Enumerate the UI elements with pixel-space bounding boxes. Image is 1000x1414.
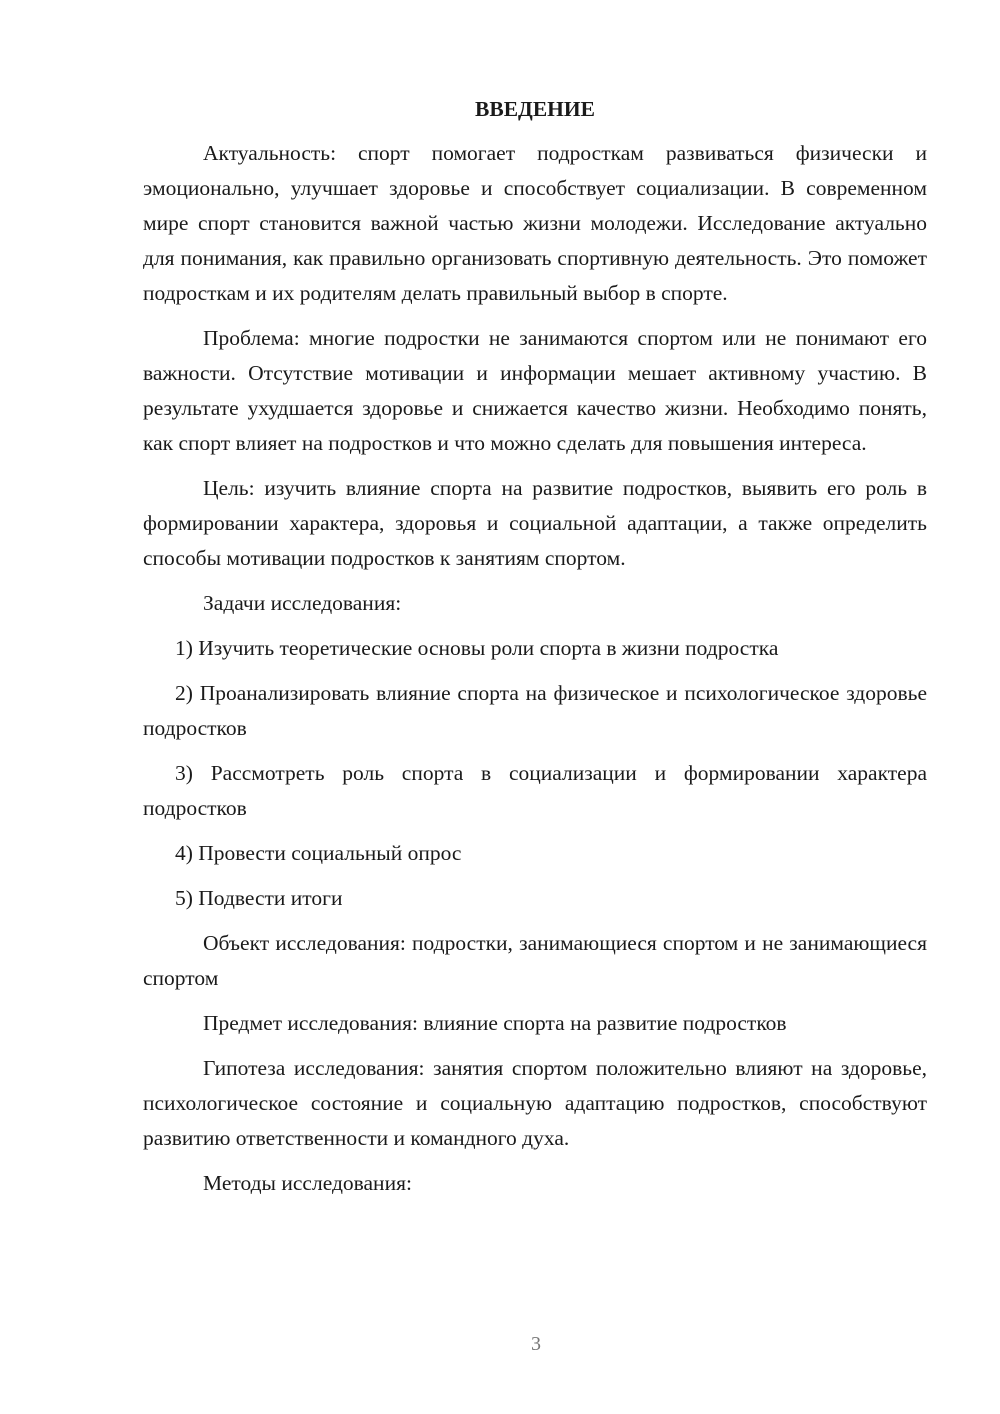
page-number: 3	[531, 1333, 541, 1355]
task-item: 4) Провести социальный опрос	[175, 841, 462, 865]
relevance-paragraph: Актуальность: спорт помогает подросткам развиваться физически и эмоционально, улучшает здоровье и способствует социализации. В современном мире спорт становится важной частью жизни молодежи. Исследование актуально для понимания, как правильно организовать спортивную деятельность. Это поможет подросткам и их родителям делать правильный выбор в спорте.	[143, 141, 927, 305]
subject-paragraph: Предмет исследования: влияние спорта на развитие подростков	[203, 1011, 787, 1035]
section-title: ВВЕДЕНИЕ	[475, 97, 595, 121]
page-content	[143, 92, 927, 1211]
task-item: 2) Проанализировать влияние спорта на физическое и психологическое здоровье подростков	[143, 681, 927, 740]
problem-paragraph: Проблема: многие подростки не занимаются спортом или не понимают его важности. Отсутствие мотивации и информации мешает активному участию. В результате ухудшается здоровье и снижается качество жизни. Необходимо понять, как спорт влияет на подростков и что можно сделать для повышения интереса.	[143, 326, 927, 455]
tasks-heading: Задачи исследования:	[203, 591, 402, 615]
methods-heading: Методы исследования:	[203, 1171, 412, 1195]
object-paragraph: Объект исследования: подростки, занимающиеся спортом и не занимающиеся спортом	[143, 931, 927, 990]
hypothesis-paragraph: Гипотеза исследования: занятия спортом положительно влияют на здоровье, психологическое состояние и социальную адаптацию подростков, способствуют развитию ответственности и командного духа.	[143, 1056, 927, 1150]
task-item: 1) Изучить теоретические основы роли спорта в жизни подростка	[175, 636, 779, 660]
task-item: 5) Подвести итоги	[175, 886, 343, 910]
goal-paragraph: Цель: изучить влияние спорта на развитие подростков, выявить его роль в формировании характера, здоровья и социальной адаптации, а также определить способы мотивации подростков к занятиям спортом.	[143, 476, 927, 570]
task-item: 3) Рассмотреть роль спорта в социализации и формировании характера подростков	[143, 761, 927, 820]
